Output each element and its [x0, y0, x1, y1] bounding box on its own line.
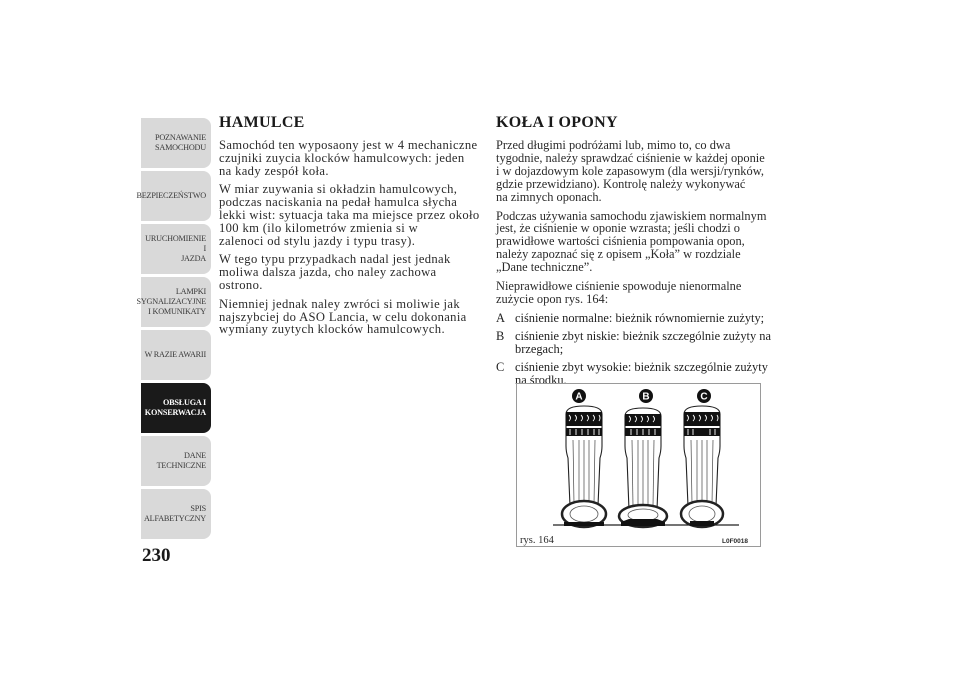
tab-label: BEZPIECZEŃSTWO [136, 191, 206, 200]
badge-b-label: B [642, 391, 650, 403]
tire-wear-figure [516, 383, 761, 547]
tab-dane-techniczne[interactable] [141, 436, 211, 486]
paragraph: Nieprawidłowe ciśnienie spowoduje nienormalne zużycie opon rys. 164: [496, 279, 742, 306]
tab-label: W RAZIE AWARII [144, 350, 206, 359]
tab-lampki-sygnalizacyjne[interactable] [136, 277, 211, 327]
paragraph: Podczas używania samochodu zjawiskiem normalnym jest, że ciśnienie w oponie wzrasta; jeśli chodzi o prawidłowe wartości ciśnienia pompowania opon, należy zapoznać się z opisem „Koła” w rozdziale „Dane techniczne”. [496, 208, 767, 275]
tab-label: SPIS ALFABETYCZNY [143, 504, 206, 523]
badge-c [697, 389, 711, 403]
tab-label: POZNAWANIE SAMOCHODU [154, 133, 206, 152]
paragraph: W miar zuywania si okładzin hamulcowych, podczas naciskania na pedał hamulca słycha lekki wist: sytuacja taka ma miejsce przez około 100 km (ilo kilometrów zmienia si w zalenoci od stylu jazdy i typu trasy). [219, 182, 480, 248]
page-number: 230 [142, 545, 171, 566]
section-heading: HAMULCE [219, 114, 305, 131]
list-item [496, 312, 792, 325]
tab-bezpieczenstwo[interactable] [136, 171, 211, 221]
list-item [496, 330, 792, 356]
badge-b [639, 389, 653, 403]
tab-spis-alfabetyczny[interactable] [141, 489, 211, 539]
badge-c-label: C [700, 391, 708, 403]
brakes-section [219, 114, 489, 342]
pressure-list [496, 312, 792, 387]
list-text: ciśnienie zbyt niskie: bieżnik szczególnie zużyty na brzegach; [515, 328, 771, 356]
paragraph: Samochód ten wyposaony jest w 4 mechaniczne czujniki zuycia klocków hamulcowych: jeden na kady zespół koła. [219, 138, 478, 178]
figure-caption: rys. 164 [520, 535, 554, 546]
paragraph: Niemniej jednak naley zwróci si moliwie jak najszybciej do ASO Lancia, w celu dokonania wymiany zuytych klocków hamulcowych. [219, 296, 467, 337]
tab-obsluga-i-konserwacja[interactable] [141, 383, 211, 433]
tire-a [562, 406, 606, 527]
tire-b [619, 408, 667, 527]
badge-a-label: A [575, 391, 583, 403]
paragraph: W tego typu przypadkach nadal jest jednak moliwa dalsza jazda, cho naley zachowa ostrono. [219, 252, 451, 292]
tab-w-razie-awarii[interactable] [141, 330, 211, 380]
tab-label: DANE TECHNICZNE [156, 451, 206, 470]
tab-uruchomienie-i-jazda[interactable] [141, 224, 211, 274]
tire-wear-illustration [517, 384, 760, 546]
wheels-section [496, 114, 792, 391]
paragraph: Przed długimi podróżami lub, mimo to, co dwa tygodnie, należy sprawdzać ciśnienie w każdej oponie i w dojazdowym kole zapasowym (dla wersji/rynków, gdzie przewidziano). Kontrolę należy wykonywać na zimnych oponach. [496, 138, 765, 204]
tire-c [681, 406, 723, 527]
section-heading: KOŁA I OPONY [496, 114, 618, 131]
list-text: ciśnienie normalne: bieżnik równomiernie zużyty; [515, 310, 765, 325]
list-letter: B [496, 328, 505, 343]
list-letter: A [496, 310, 505, 325]
list-text: ciśnienie zbyt wysokie: bieżnik szczególnie zużyty na środku. [515, 359, 768, 387]
tab-label: OBSŁUGA I KONSERWACJA [144, 398, 206, 417]
badge-a [572, 389, 586, 403]
list-letter: C [496, 359, 505, 374]
tab-poznawanie-samochodu[interactable] [141, 118, 211, 168]
figure-code: L0F0018 [722, 538, 749, 545]
tab-label: LAMPKI SYGNALIZACYJNE I KOMUNIKATY [136, 287, 206, 316]
tab-label: URUCHOMIENIE I JAZDA [145, 234, 206, 263]
